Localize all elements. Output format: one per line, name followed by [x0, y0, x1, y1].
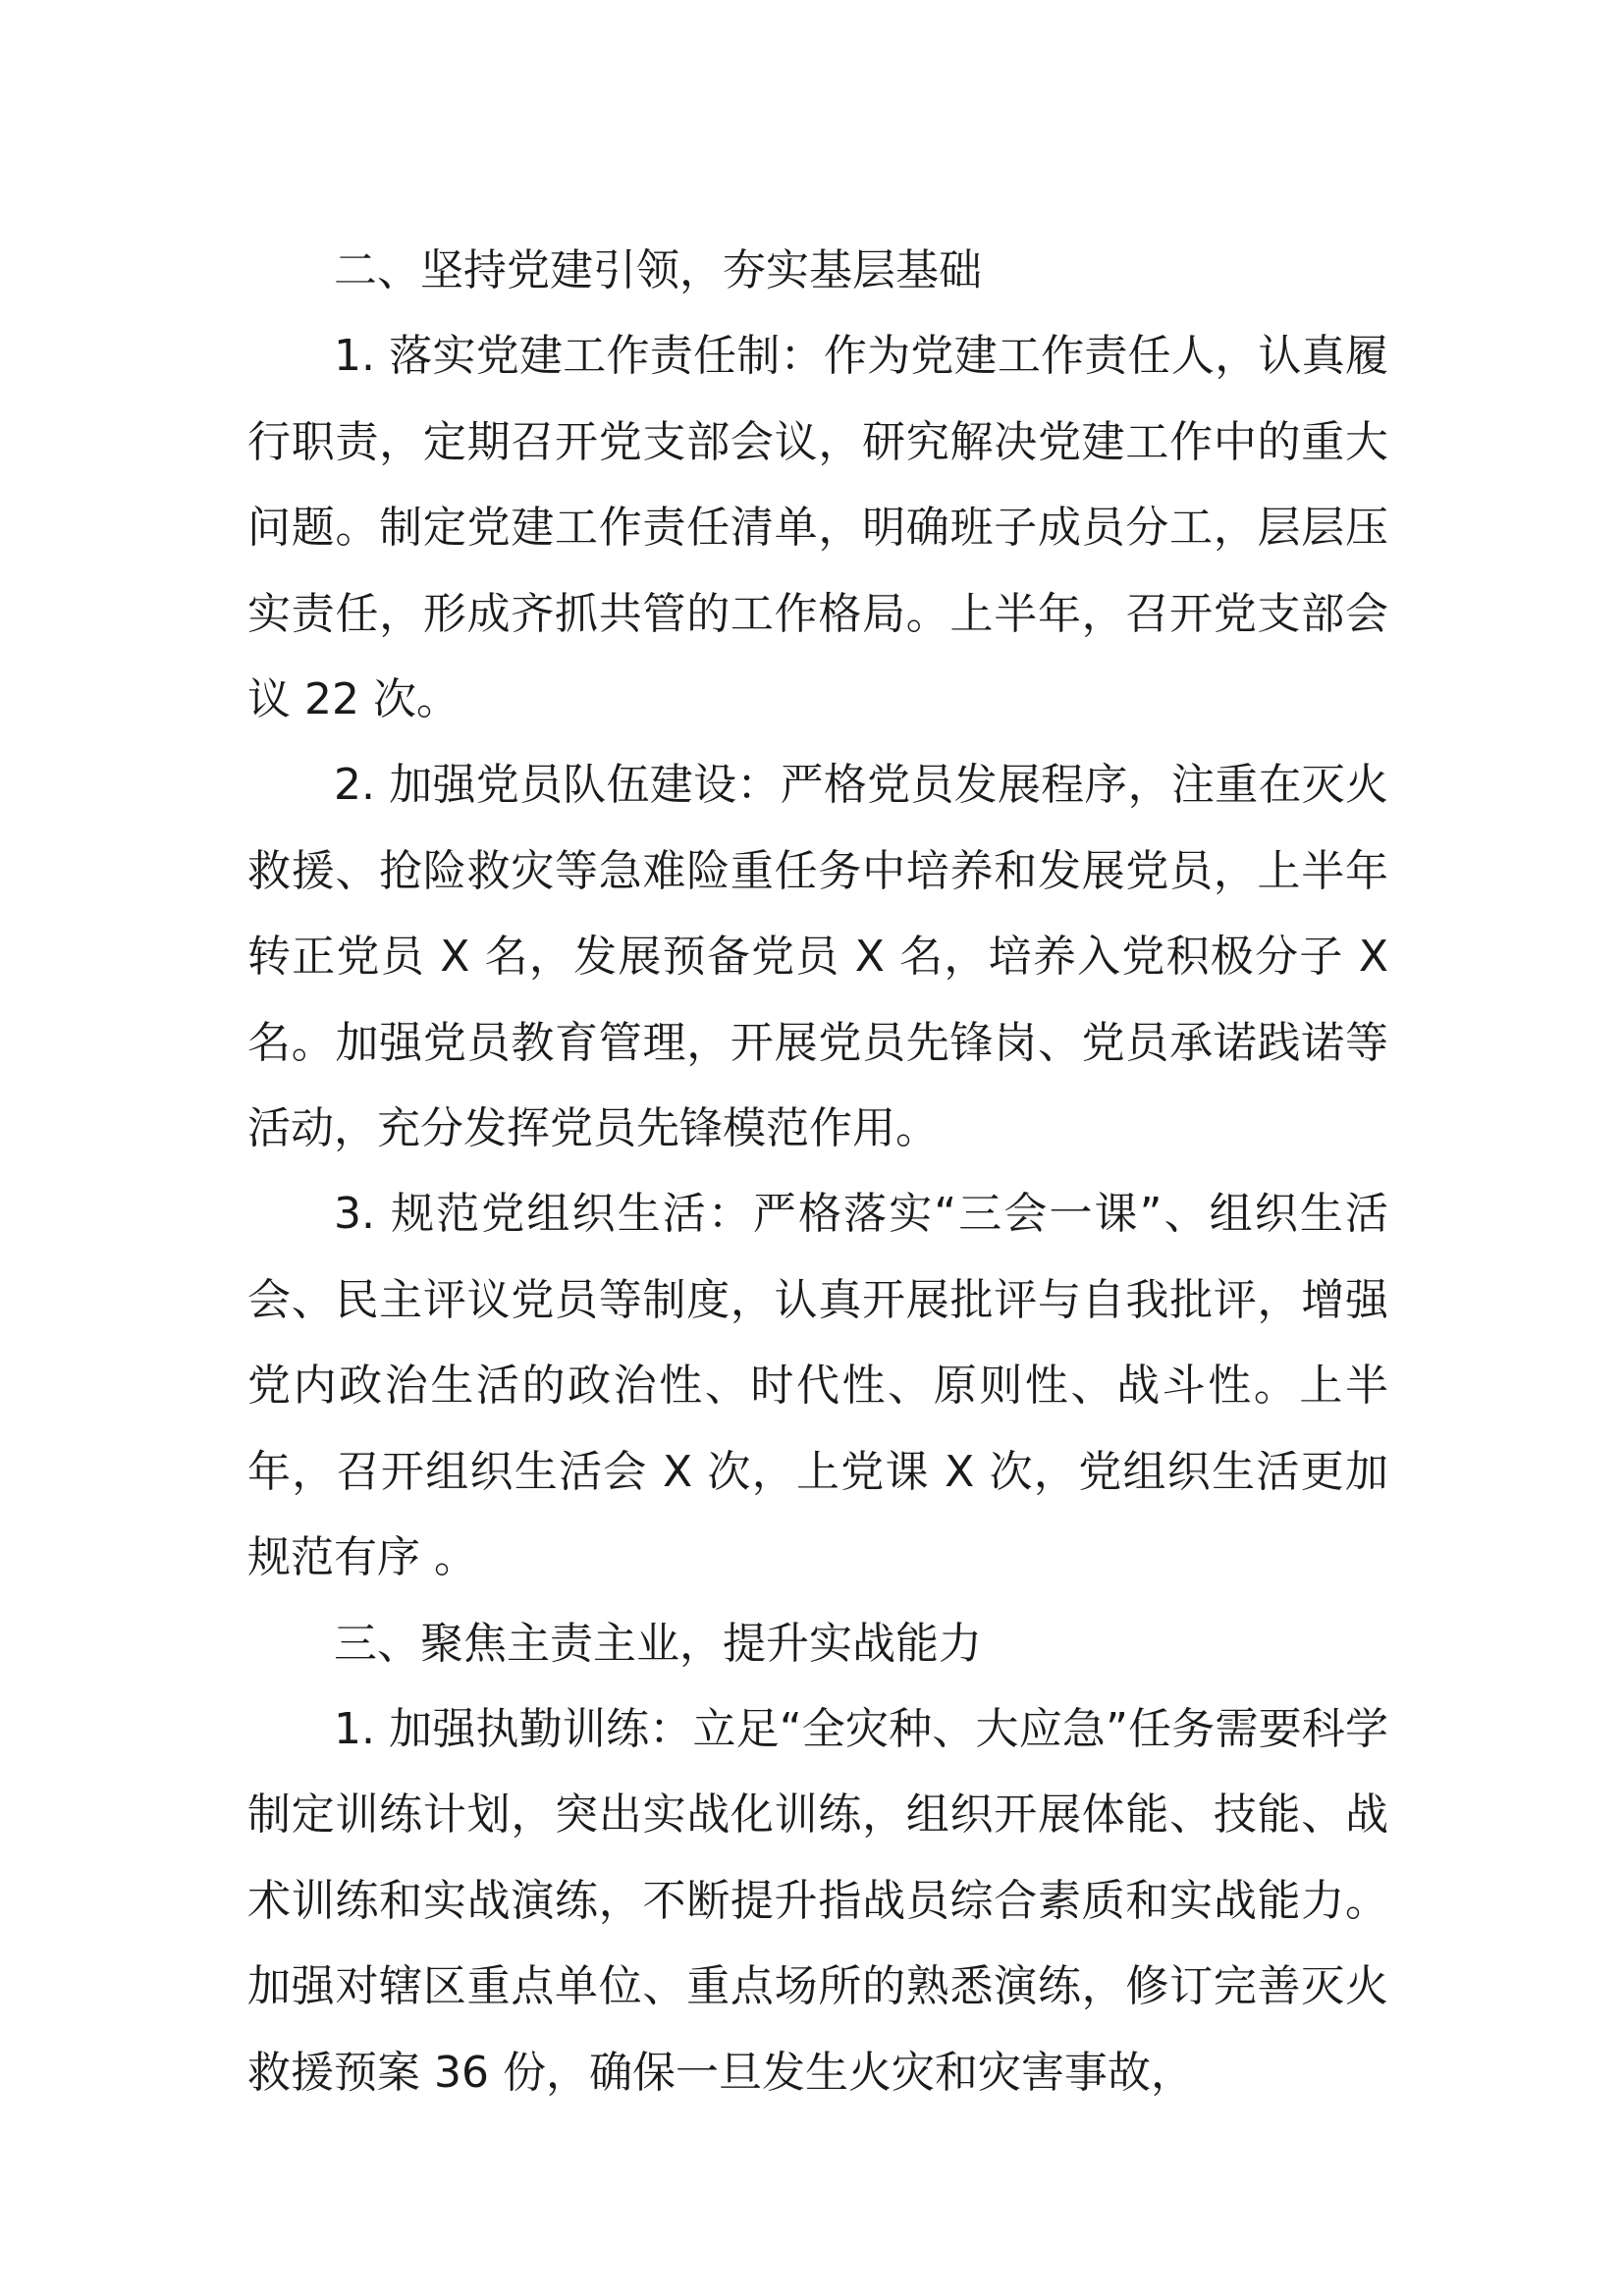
- paragraph-duty-training: 1. 加强执勤训练：立足“全灾种、大应急”任务需要科学制定训练计划，突出实战化训练，组织开展体能、技能、战术训练和实战演练，不断提升指战员综合素质和实战能力。加强对辖区重点单位、重点场所的熟悉演练，修订完善灭火救援预案 36 份，确保一旦发生火灾和灾害事故，: [247, 1703, 1388, 2098]
- paragraph-member-team-building: 2. 加强党员队伍建设：严格党员发展程序，注重在灭火救援、抢险救灾等急难险重任务中培养和发展党员，上半年转正党员 X 名，发展预备党员 X 名，培养入党积极分子 X 名。加强党员教育管理，开展党员先锋岗、党员承诺践诺等活动，充分发挥党员先锋模范作用。: [247, 760, 1388, 1154]
- paragraph-responsibility-system: 1. 落实党建工作责任制：作为党建工作责任人，认真履行职责，定期召开党支部会议，研究解决党建工作中的重大问题。制定党建工作责任清单，明确班子成员分工，层层压实责任，形成齐抓共管的工作格局。上半年，召开党支部会议 22 次。: [247, 331, 1388, 725]
- document-body: [247, 228, 1388, 2115]
- section-heading-party-building: 二、坚持党建引领，夯实基层基础: [334, 245, 982, 295]
- section-heading-main-duty: 三、聚焦主责主业，提升实战能力: [334, 1618, 982, 1669]
- paragraph-organization-life: 3. 规范党组织生活：严格落实“三会一课”、组织生活会、民主评议党员等制度，认真开展批评与自我批评，增强党内政治生活的政治性、时代性、原则性、战斗性。上半年，召开组织生活会 X 次，上党课 X 次，党组织生活更加规范有序 。: [247, 1189, 1388, 1583]
